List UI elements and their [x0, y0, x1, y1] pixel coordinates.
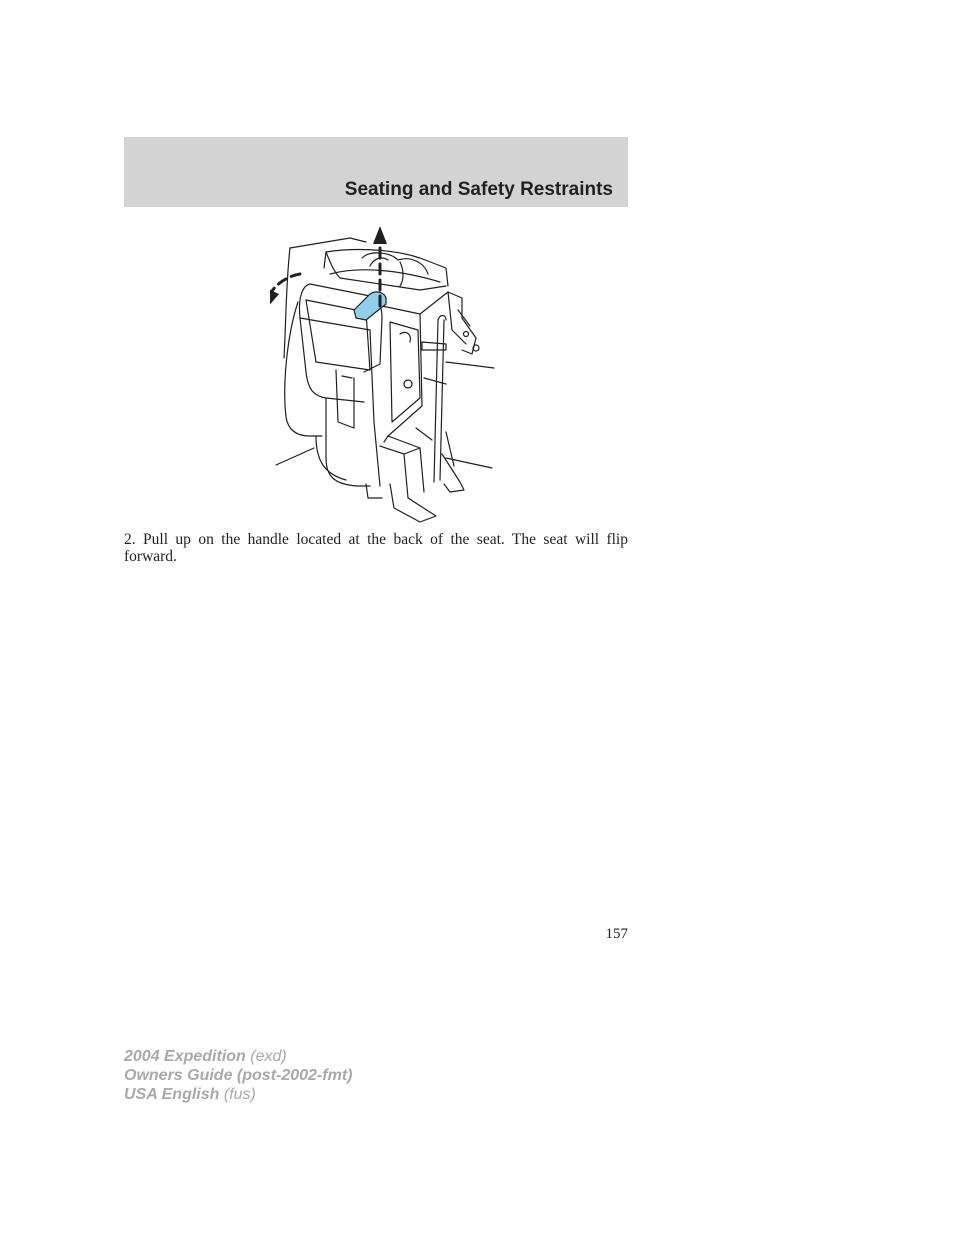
instruction-text: 2. Pull up on the handle located at the back of the seat. The seat will flip forward.	[124, 531, 628, 565]
footer-line-3	[124, 1085, 352, 1104]
footer-model: 2004 Expedition	[124, 1048, 246, 1065]
document-footer	[124, 1047, 352, 1104]
header-band	[124, 137, 628, 207]
footer-line-2	[124, 1066, 352, 1085]
footer-language-code: (fus)	[223, 1086, 256, 1103]
seat-flip-illustration	[270, 222, 500, 524]
footer-language: USA English	[124, 1086, 220, 1103]
footer-model-code: (exd)	[250, 1048, 287, 1065]
section-title: Seating and Safety Restraints	[344, 179, 613, 200]
page-number: 157	[605, 926, 628, 942]
footer-line-1	[124, 1047, 352, 1066]
footer-guide: Owners Guide (post-2002-fmt)	[124, 1067, 353, 1084]
